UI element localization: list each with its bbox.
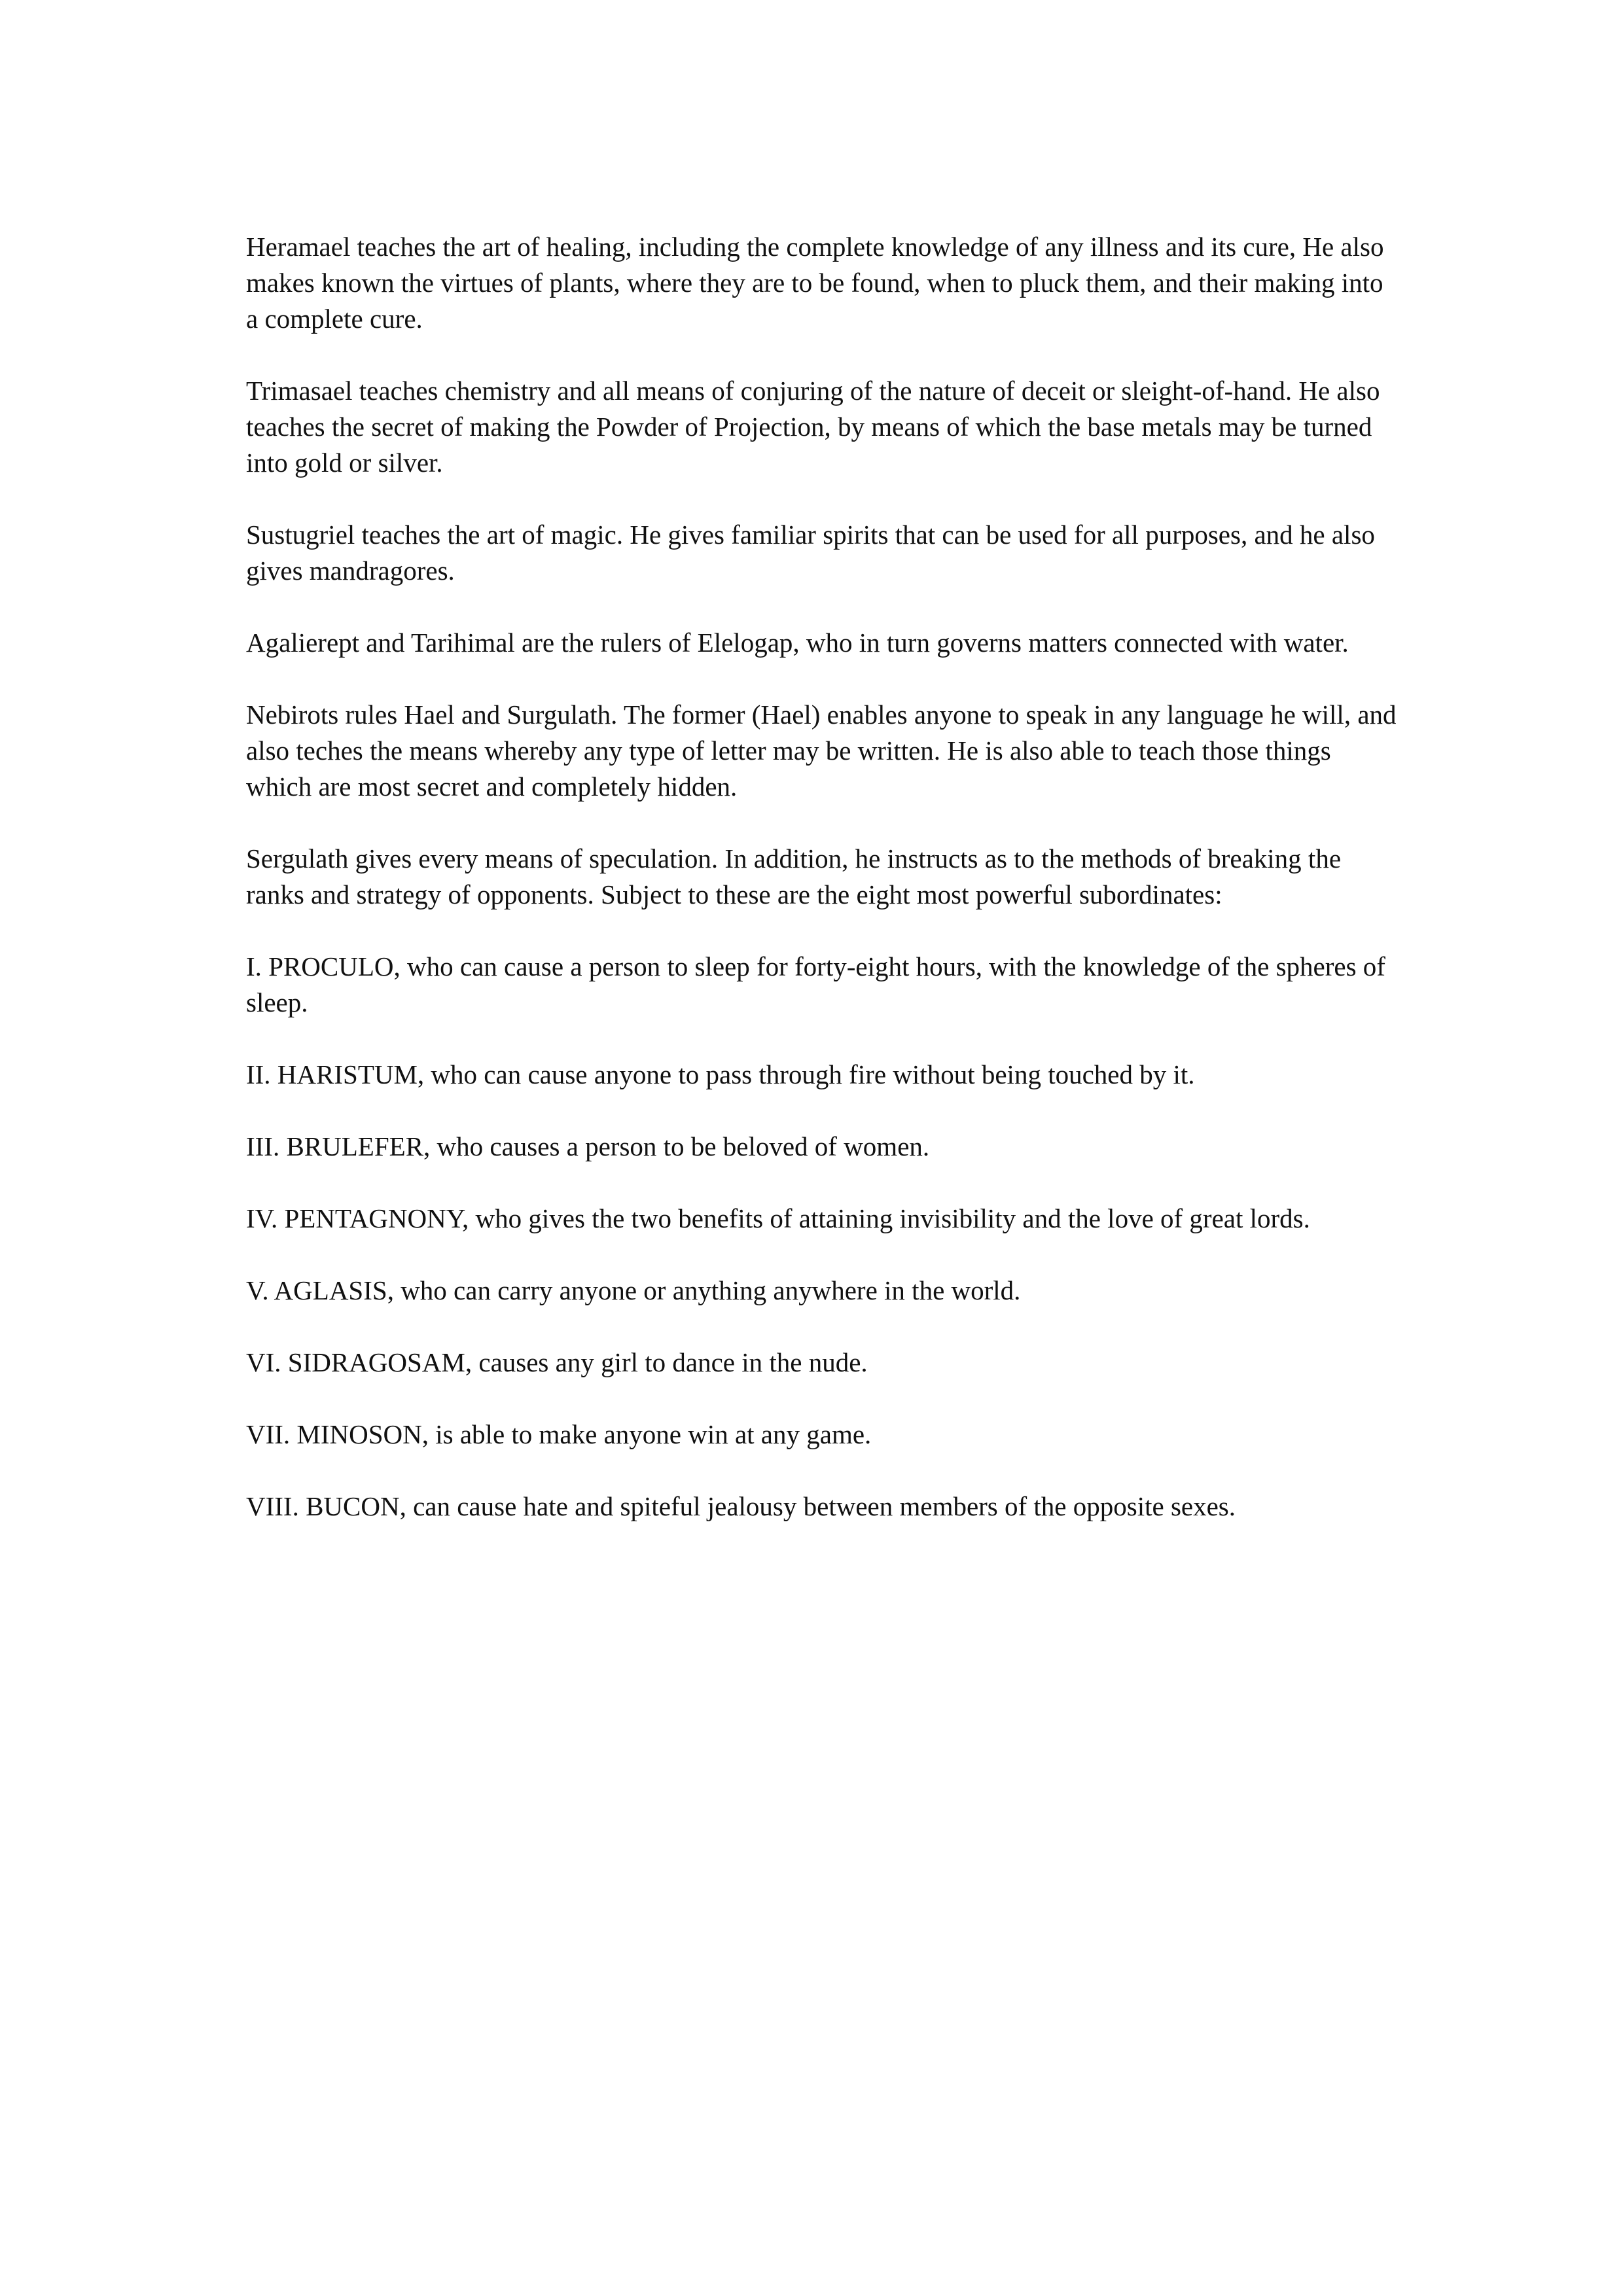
list-item-aglasis: V. AGLASIS, who can carry anyone or anything anywhere in the world.	[246, 1275, 1021, 1305]
list-item-haristum: II. HARISTUM, who can cause anyone to pass through fire without being touched by it.	[246, 1059, 1195, 1089]
paragraph-heramael: Heramael teaches the art of healing, including the complete knowledge of any illness and its cure, He also makes known the virtues of plants, where they are to be found, when to pluck them, and their making into a complete cure.	[246, 232, 1384, 334]
list-item-brulefer: III. BRULEFER, who causes a person to be beloved of women.	[246, 1131, 930, 1161]
paragraph-sergulath: Sergulath gives every means of speculation. In addition, he instructs as to the methods of breaking the ranks and strategy of opponents. Subject to these are the eight most powerful subordinates:	[246, 843, 1342, 910]
paragraph-nebirots: Nebirots rules Hael and Surgulath. The former (Hael) enables anyone to speak in any language he will, and also teches the means whereby any type of letter may be written. He is also able to teach those things which are most secret and completely hidden.	[246, 699, 1397, 802]
list-item-sidragosam: VI. SIDRAGOSAM, causes any girl to dance in the nude.	[246, 1347, 868, 1377]
list-item-bucon: VIII. BUCON, can cause hate and spiteful jealousy between members of the opposite sexes.	[246, 1491, 1236, 1521]
paragraph-trimasael: Trimasael teaches chemistry and all means of conjuring of the nature of deceit or sleight-of-hand. He also teaches the secret of making the Powder of Projection, by means of which the base metals may be turned into gold or silver.	[246, 376, 1380, 478]
paragraph-agalierept: Agalierept and Tarihimal are the rulers of Elelogap, who in turn governs matters connected with water.	[246, 627, 1349, 658]
list-item-pentagnony: IV. PENTAGNONY, who gives the two benefits of attaining invisibility and the love of great lords.	[246, 1203, 1310, 1233]
paragraph-sustugriel: Sustugriel teaches the art of magic. He gives familiar spirits that can be used for all purposes, and he also gives mandragores.	[246, 520, 1375, 586]
body-text	[246, 229, 1398, 1561]
list-item-proculo: I. PROCULO, who can cause a person to sleep for forty-eight hours, with the knowledge of the spheres of sleep.	[246, 951, 1385, 1017]
list-item-minoson: VII. MINOSON, is able to make anyone win at any game.	[246, 1419, 872, 1449]
